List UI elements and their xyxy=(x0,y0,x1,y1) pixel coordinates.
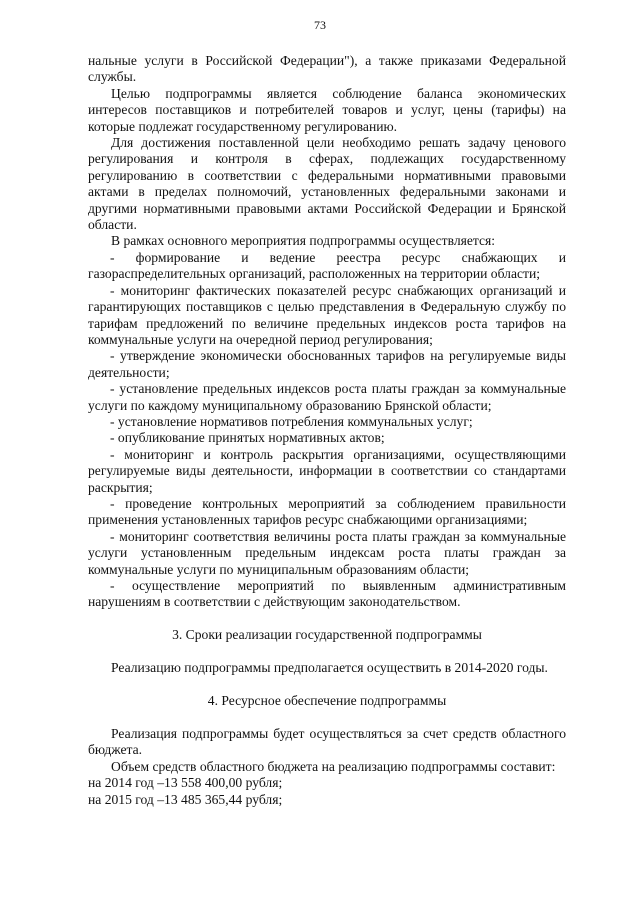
paragraph-goal: Целью подпрограммы является соблюдение баланса экономических интересов поставщиков и потребителей товаров и услуг, цены (тарифы) на которые подлежат государственному регулированию. xyxy=(88,85,566,134)
paragraph-funding-volume: Объем средств областного бюджета на реализацию подпрограммы составит: xyxy=(111,758,556,774)
bullet-item: - мониторинг соответствия величины роста платы граждан за коммунальные услуги установленным предельным индексам роста платы граждан за коммунальные услуги по муниципальным образованиям области; xyxy=(88,528,566,577)
paragraph-continuation: нальные услуги в Российской Федерации"), а также приказами Федеральной службы. xyxy=(88,53,566,85)
page-number: 73 xyxy=(314,18,326,32)
bullet-item: - мониторинг и контроль раскрытия организациями, осуществляющими регулируемые виды деятельности, информации в соответствии со стандартами раскрытия; xyxy=(88,446,566,495)
bullet-item: - установление нормативов потребления коммунальных услуг; xyxy=(110,413,473,429)
paragraph-terms: Реализацию подпрограммы предполагается осуществить в 2014-2020 годы. xyxy=(111,660,548,676)
section-heading-terms: 3. Сроки реализации государственной подпрограммы xyxy=(172,626,482,642)
section-heading-resources: 4. Ресурсное обеспечение подпрограммы xyxy=(207,692,447,708)
funding-amount-2015: на 2015 год –13 485 365,44 рубля; xyxy=(88,791,283,807)
paragraph-activities-intro: В рамках основного мероприятия подпрограммы осуществляется: xyxy=(111,233,496,249)
bullet-item: - проведение контрольных мероприятий за соблюдением правильности применения установленных тарифов ресурс снабжающими организациями; xyxy=(88,495,566,528)
bullet-item: - осуществление мероприятий по выявленным административным нарушениям в соответствии с действующим законодательством. xyxy=(88,578,566,610)
bullet-item: - мониторинг фактических показателей ресурс снабжающих организаций и гарантирующих поставщиков с целью представления в Федеральную службу по тарифам предложений по величине предельных индексов роста тарифов на коммунальные услуги на очередной период регулирования; xyxy=(88,282,566,347)
funding-amount-2014: на 2014 год –13 558 400,00 рубля; xyxy=(88,775,283,791)
paragraph-task: Для достижения поставленной цели необходимо решать задачу ценового регулирования и контроля в сферах, подлежащих государственному регулированию в соответствии с федеральными нормативными правовыми актами в пределах полномочий, установленных федеральными законами и другими нормативными правовыми актами Российской Федерации и Брянской области. xyxy=(88,135,566,233)
bullet-item: - опубликование принятых нормативных актов; xyxy=(110,430,385,446)
bullet-item: - утверждение экономически обоснованных тарифов на регулируемые виды деятельности; xyxy=(88,348,566,380)
bullet-item: - формирование и ведение реестра ресурс снабжающих и газораспределительных организаций, расположенных на территории области; xyxy=(88,249,566,282)
paragraph-funding-source: Реализация подпрограммы будет осуществляться за счет средств областного бюджета. xyxy=(88,726,566,758)
bullet-item: - установление предельных индексов роста платы граждан за коммунальные услуги по каждому муниципальному образованию Брянской области; xyxy=(88,381,566,413)
body-text xyxy=(88,53,566,808)
